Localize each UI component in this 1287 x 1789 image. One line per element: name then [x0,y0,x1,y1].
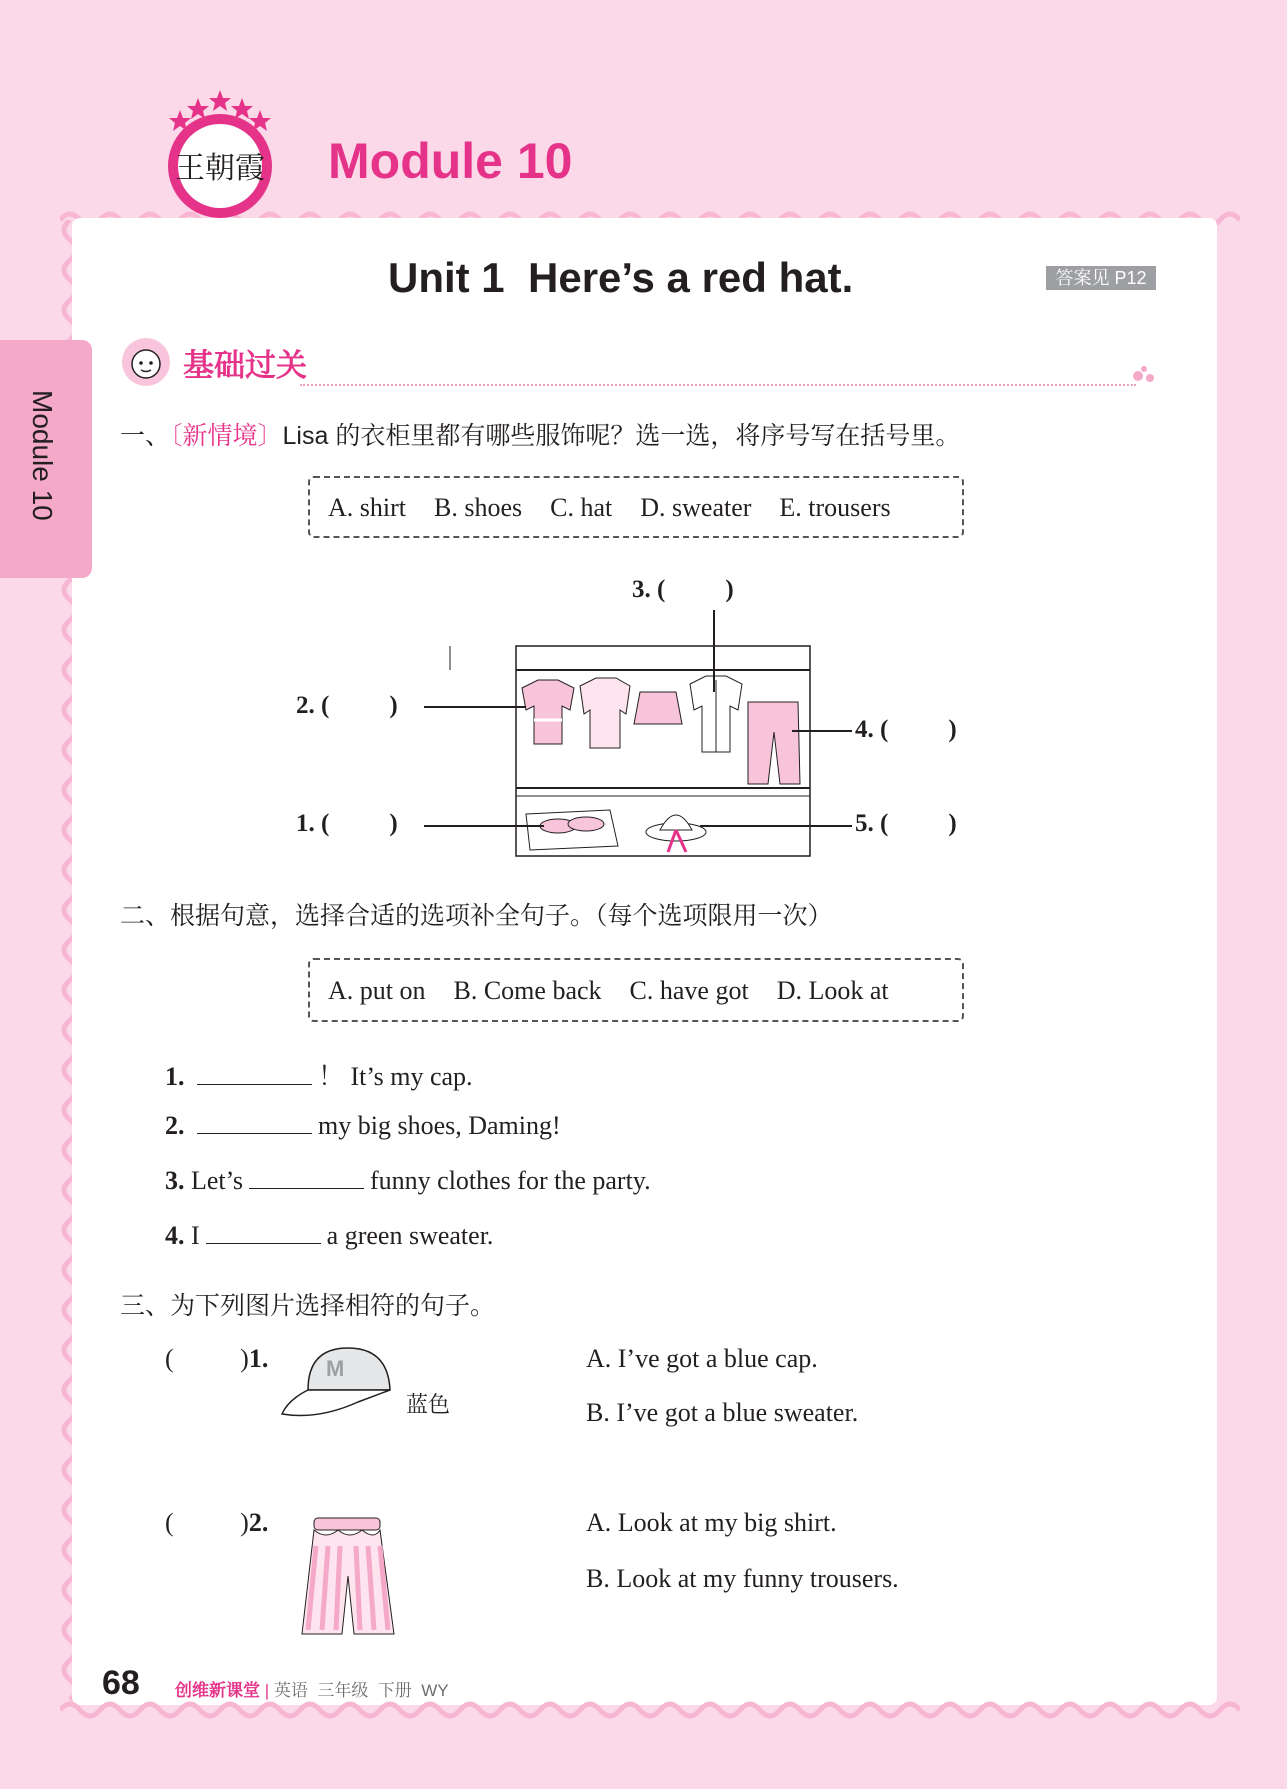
q1-pointer-5 [700,825,852,827]
logo-badge-icon [158,88,282,218]
page-number: 68 [102,1664,140,1702]
q1-label-3: 3. ( ) [632,576,734,603]
q2-option-d: D. Look at [776,976,889,1005]
q2-blank-1[interactable] [197,1064,312,1085]
q1-title [120,416,960,452]
dots-decoration-icon [1132,366,1160,386]
q1-option-b: B. shoes [434,493,523,522]
footer-brand: 创维新课堂 [175,1681,260,1700]
module-title: Module 10 [328,133,573,189]
q1-option-d: D. sweater [640,493,752,522]
q3-item-2-bracket[interactable]: ( )2. [165,1508,269,1537]
skirt-icon [634,692,682,724]
q2-title: 二、根据句意，选择合适的选项补全句子。（每个选项限用一次） [120,902,833,930]
wardrobe-illustration [500,640,820,860]
q2-option-c: C. have got [629,976,749,1005]
q1-label-4: 4. ( ) [855,716,957,743]
q3-item-1-bracket[interactable]: ( )1. [165,1344,269,1373]
q2-options-box [308,958,964,1022]
q1-title-text: Lisa 的衣柜里都有哪些服饰呢？选一选，将序号写在括号里。 [282,422,961,450]
q3-item-2-option-b: B. Look at my funny trousers. [586,1564,899,1593]
side-tab-label: Module 10 [27,390,58,521]
q2-item-3: 3. Let’s funny clothes for the party. [165,1166,651,1195]
q1-option-a: A. shirt [328,493,406,522]
q1-label-1: 1. ( ) [296,810,398,837]
funny-trousers-icon [296,1516,400,1646]
logo-text: 王朝霞 [175,151,265,186]
cap-icon [278,1340,408,1420]
cap-color-note: 蓝色 [406,1393,451,1418]
q1-pointer-4 [792,730,852,732]
svg-text:M: M [326,1356,345,1381]
q2-item-1: 1. ！ It’s my cap. [165,1062,473,1091]
girl-avatar-icon [118,336,174,388]
footer-info: 创维新课堂 | 英语 三年级 下册 WY [175,1681,449,1700]
q1-pointer-1 [424,825,544,827]
q3-item-2-option-a: A. Look at my big shirt. [586,1508,837,1537]
q2-option-a: A. put on [328,976,426,1005]
q2-option-b: B. Come back [453,976,602,1005]
q1-option-e: E. trousers [779,493,891,522]
q1-pointer-3 [713,610,715,692]
q1-label-2: 2. ( ) [296,692,398,719]
q2-blank-3[interactable] [249,1168,364,1189]
q2-item-4: 4. I a green sweater. [165,1221,494,1250]
q2-item-2: 2. my big shoes, Daming! [165,1111,561,1140]
shoe-box-icon [526,810,618,850]
section-title: 基础过关 [183,348,307,383]
wavy-border-bottom [60,1698,1240,1728]
q1-pointer-2 [424,706,526,708]
side-tab [0,340,92,578]
q3-title: 三、为下列图片选择相符的句子。 [120,1292,496,1320]
q1-tag: 〔新情境〕 [170,422,283,450]
q3-item-1-option-b: B. I’ve got a blue sweater. [586,1398,859,1427]
footer-details: 英语 三年级 下册 WY [273,1681,449,1700]
section-divider [300,384,1136,386]
unit-title: Unit 1 Here’s a red hat. [388,254,854,301]
q2-blank-2[interactable] [197,1113,312,1134]
q3-item-1-option-a: A. I’ve got a blue cap. [586,1344,818,1373]
wardrobe-curtain-left [440,640,460,860]
answer-reference-badge: 答案见 P12 [1046,266,1156,290]
q1-title-prefix: 一、 [120,422,171,450]
q2-blank-4[interactable] [206,1223,321,1244]
q1-options-box [308,476,964,538]
q1-label-5: 5. ( ) [855,810,957,837]
q1-option-c: C. hat [550,493,613,522]
